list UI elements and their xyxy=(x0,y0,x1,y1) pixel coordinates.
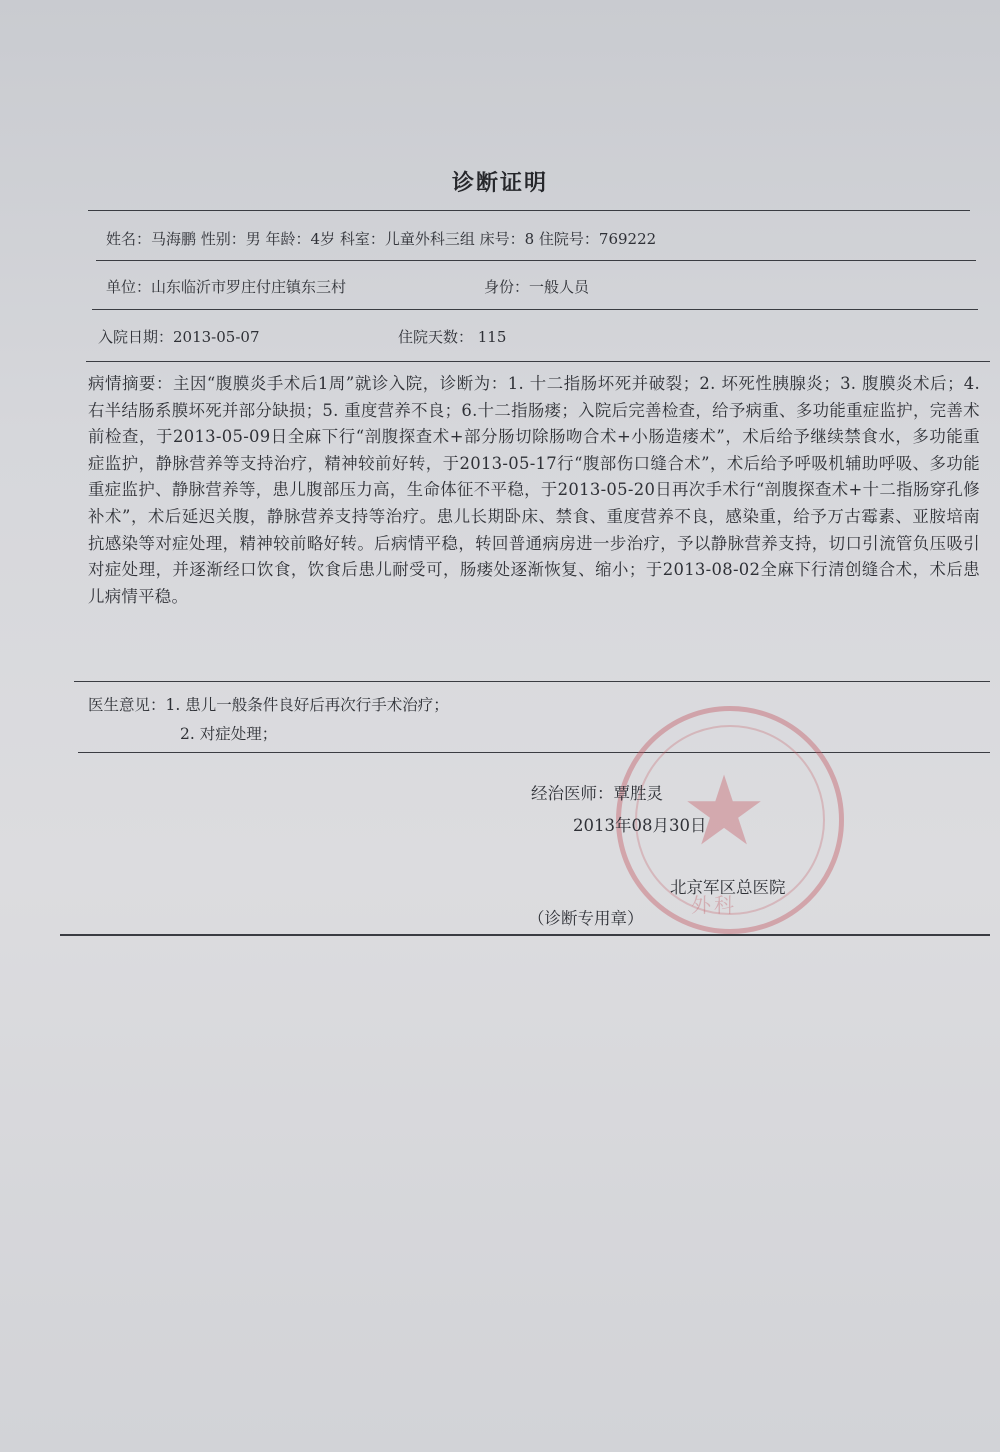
seal-text: 外科 xyxy=(691,893,737,917)
doctor-opinion-1: 医生意见：1. 患儿一般条件良好后再次行手术治疗； xyxy=(88,696,449,714)
divider-2 xyxy=(96,260,976,261)
bottom-rule xyxy=(60,934,990,936)
divider-6 xyxy=(78,752,990,753)
identity-field: 身份：一般人员 xyxy=(484,278,590,296)
divider-4 xyxy=(86,361,990,362)
document-title: 诊断证明 xyxy=(451,171,548,196)
issue-date: 2013年08月30日 xyxy=(573,816,707,835)
patient-info-row: 姓名：马海鹏 性别：男 年龄：4岁 科室：儿童外科三组 床号：8 住院号：769222 xyxy=(106,230,657,248)
divider-3 xyxy=(92,309,978,310)
unit-field: 单位：山东临沂市罗庄付庄镇东三村 xyxy=(106,278,347,296)
seal-star-icon: ★ xyxy=(681,755,768,867)
attending-doctor: 经治医师：覃胜灵 xyxy=(531,784,663,803)
hospital-name: 北京军区总医院 xyxy=(670,878,786,897)
divider-5 xyxy=(74,681,990,682)
doctor-opinion-2: 2. 对症处理； xyxy=(180,725,278,743)
case-summary: 病情摘要：主因“腹膜炎手术后1周”就诊入院，诊断为：1. 十二指肠坏死并破裂；2. 坏死性胰腺炎；3. 腹膜炎术后；4. 右半结肠系膜坏死并部分缺损；5. 重度营养不良；6.十二指肠瘘；入院后完善检查，给予病重、多功能重症监护，完善术前检查，于2013-05-09日全麻下行“剖腹探查术+部分肠切除肠吻合术+小肠造瘘术”，术后给予继续禁食水，多功能重症监护，静脉营养等支持治疗，精神较前好转，于2013-05-17行“腹部伤口缝合术”，术后给予呼吸机辅助呼吸、多功能重症监护、静脉营养等，患儿腹部压力高，生命体征不平稳，于2013-05-20日再次手术行“剖腹探查术+十二指肠穿孔修补术”，术后延迟关腹，静脉营养支持等治疗。患儿长期卧床、禁食、重度营养不良，感染重，给予万古霉素、亚胺培南抗感染等对症处理，精神较前略好转。后病情平稳，转回普通病房进一步治疗，予以静脉营养支持，切口引流管负压吸引对症处理，并逐渐经口饮食，饮食后患儿耐受可，肠瘘处逐渐恢复、缩小；于2013-08-02全麻下行清创缝合术，术后患儿病情平稳。 xyxy=(88,374,980,606)
seal-note: （诊断专用章） xyxy=(528,909,644,928)
stay-days-field: 住院天数： 115 xyxy=(398,328,507,346)
divider-1 xyxy=(88,210,970,211)
admission-date-field: 入院日期：2013-05-07 xyxy=(98,328,260,346)
